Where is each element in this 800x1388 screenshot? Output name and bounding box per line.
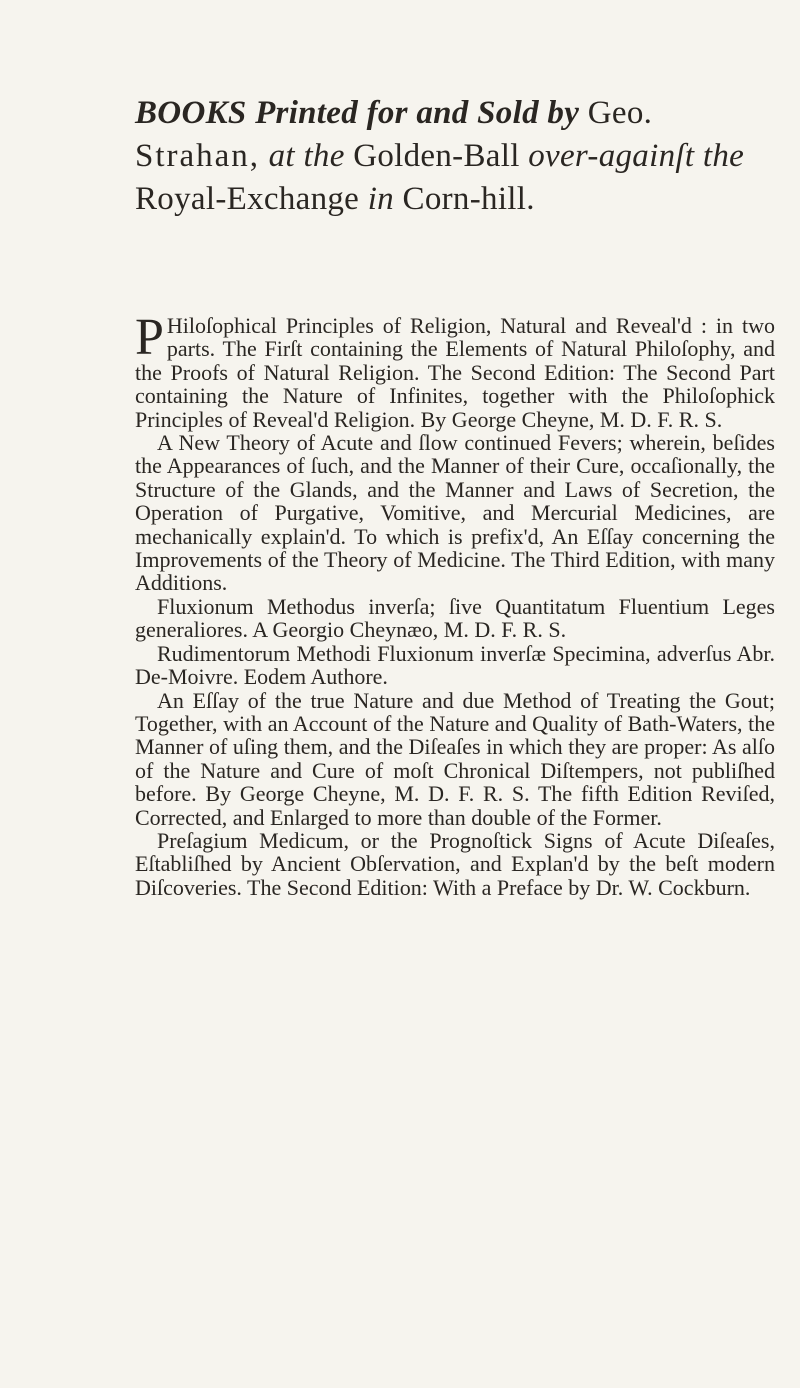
book-entry-text: Rudimentorum Methodi Fluxionum inverſæ Specimina, adverſus Abr. De-Moivre. Eodem Authore. [135, 640, 775, 690]
book-entry-text: A New Theory of Acute and ſlow continued Fevers; wherein, beſides the Appearances of ſuch, and the Manner of their Cure, occaſionally, the Structure of the Glands, and the Manner and Laws of Secretion, the Operation of Purgative, Vomitive, and Mercurial Medicines, are mechanically explain'd. To which is prefix'd, An Eſſay concerning the Improvements of the Theory of Medicine. The Third Edition, with many Additions. [135, 430, 775, 596]
heading-cornhill: Corn-hill. [402, 180, 535, 217]
book-list [135, 309, 775, 900]
book-entry [135, 642, 775, 689]
book-entry-text: An Eſſay of the true Nature and due Method of Treating the Gout; Together, with an Account of the Nature and Quality of Bath-Waters, the Manner of uſing them, and the Diſeaſes in which they are proper: As alſo of the Nature and Cure of moſt Chronical Diſtempers, not publiſhed before. By George Cheyne, M. D. F. R. S. The fifth Edition Reviſed, Corrected, and Enlarged to more than double of the Former. [135, 687, 775, 830]
heading-over-against: over-againſt [528, 137, 695, 174]
advertisement-heading [135, 92, 775, 221]
heading-royal-exchange: Royal-Exchange [135, 180, 360, 217]
heading-golden-ball: Golden-Ball [353, 137, 520, 174]
heading-publisher-name: Strahan, [135, 137, 261, 174]
book-entry-text: Preſagium Medicum, or the Prognoſtick Signs of Acute Diſeaſes, Eſtabliſhed by Ancient Obſervation, and Explan'd by the beſt modern Diſcoveries. The Second Edition: With a Preface by Dr. W. Cockburn. [135, 827, 775, 900]
book-entry-text: Fluxionum Methodus inverſa; ſive Quantitatum Fluentium Leges generaliores. A Georgio Cheynæo, M. D. F. R. S. [135, 593, 775, 643]
drop-cap-initial: P [135, 309, 164, 366]
book-entry [135, 595, 775, 642]
heading-in: in [367, 180, 394, 217]
heading-geo: Geo. [587, 95, 653, 131]
heading-books-printed: BOOKS Printed for and Sold by [135, 95, 580, 131]
book-entry [135, 829, 775, 899]
book-entry [135, 431, 775, 595]
heading-the: the [702, 137, 745, 174]
heading-at-the: at the [268, 137, 345, 174]
book-entry [135, 689, 775, 829]
book-entry-text: Hiloſophical Principles of Religion, Natural and Reveal'd : in two parts. The Firſt containing the Elements of Natural Philoſophy, and the Proofs of Natural Religion. The Second Edition: The Second Part containing the Nature of Infinites, together with the Philoſophick Principles of Reveal'd Religion. By George Cheyne, M. D. F. R. S. [135, 313, 775, 432]
book-entry [135, 309, 775, 432]
